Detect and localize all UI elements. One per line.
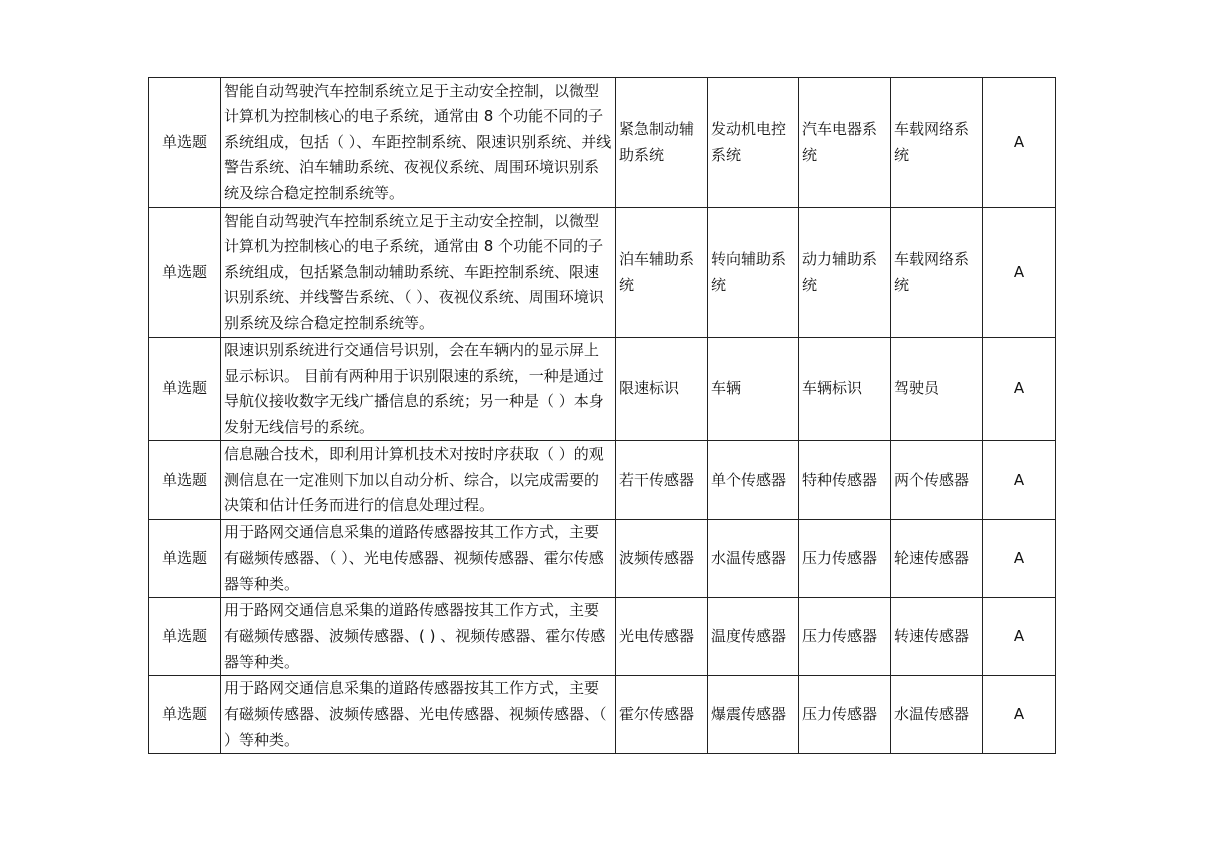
option-c-cell: 动力辅助系统 (799, 208, 891, 338)
answer-cell: A (983, 208, 1056, 338)
answer-cell: A (983, 520, 1056, 598)
question-text-cell: 用于路网交通信息采集的道路传感器按其工作方式，主要有磁频传感器、（ ）、光电传感器、视频传感器、霍尔传感器等种类。 (221, 520, 616, 598)
option-c-cell: 车辆标识 (799, 338, 891, 441)
option-c-cell: 汽车电器系统 (799, 78, 891, 208)
option-d-cell: 车载网络系统 (891, 78, 983, 208)
question-type-cell: 单选题 (149, 441, 221, 520)
table-row (149, 441, 1056, 520)
question-text-cell: 用于路网交通信息采集的道路传感器按其工作方式，主要有磁频传感器、波频传感器、( ) 、视频传感器、霍尔传感器等种类。 (221, 598, 616, 676)
option-c-cell: 压力传感器 (799, 520, 891, 598)
option-b-cell: 水温传感器 (708, 520, 799, 598)
question-text-cell: 智能自动驾驶汽车控制系统立足于主动安全控制，以微型计算机为控制核心的电子系统，通常由 8 个功能不同的子系统组成，包括紧急制动辅助系统、车距控制系统、限速识别系统、并线警告系统、（ ）、夜视仪系统、周围环境识别系统及综合稳定控制系统等。 (221, 208, 616, 338)
option-b-cell: 发动机电控系统 (708, 78, 799, 208)
option-b-cell: 车辆 (708, 338, 799, 441)
option-a-cell: 波频传感器 (616, 520, 708, 598)
question-text-cell: 信息融合技术，即利用计算机技术对按时序获取（ ）的观测信息在一定准则下加以自动分析、综合，以完成需要的决策和估计任务而进行的信息处理过程。 (221, 441, 616, 520)
option-b-cell: 转向辅助系统 (708, 208, 799, 338)
table-row (149, 78, 1056, 208)
option-d-cell: 驾驶员 (891, 338, 983, 441)
question-type-cell: 单选题 (149, 598, 221, 676)
question-type-cell: 单选题 (149, 520, 221, 598)
question-text-cell: 限速识别系统进行交通信号识别，会在车辆内的显示屏上显示标识。 目前有两种用于识别限速的系统，一种是通过导航仪接收数字无线广播信息的系统；另一种是（ ）本身发射无线信号的系统。 (221, 338, 616, 441)
table-row (149, 208, 1056, 338)
question-table (148, 77, 1056, 754)
option-d-cell: 转速传感器 (891, 598, 983, 676)
option-b-cell: 温度传感器 (708, 598, 799, 676)
table-row (149, 598, 1056, 676)
answer-cell: A (983, 78, 1056, 208)
option-a-cell: 若干传感器 (616, 441, 708, 520)
question-type-cell: 单选题 (149, 676, 221, 754)
table-row (149, 338, 1056, 441)
option-a-cell: 光电传感器 (616, 598, 708, 676)
option-d-cell: 车载网络系统 (891, 208, 983, 338)
answer-cell: A (983, 338, 1056, 441)
option-a-cell: 霍尔传感器 (616, 676, 708, 754)
option-d-cell: 水温传感器 (891, 676, 983, 754)
question-table-body (149, 78, 1056, 754)
table-row (149, 520, 1056, 598)
option-a-cell: 泊车辅助系统 (616, 208, 708, 338)
option-c-cell: 压力传感器 (799, 676, 891, 754)
question-text-cell: 用于路网交通信息采集的道路传感器按其工作方式，主要有磁频传感器、波频传感器、光电传感器、视频传感器、（ ）等种类。 (221, 676, 616, 754)
option-b-cell: 单个传感器 (708, 441, 799, 520)
option-c-cell: 特种传感器 (799, 441, 891, 520)
option-b-cell: 爆震传感器 (708, 676, 799, 754)
question-text-cell: 智能自动驾驶汽车控制系统立足于主动安全控制，以微型计算机为控制核心的电子系统，通常由 8 个功能不同的子系统组成，包括（ ）、车距控制系统、限速识别系统、并线警告系统、泊车辅助系统、夜视仪系统、周围环境识别系统及综合稳定控制系统等。 (221, 78, 616, 208)
answer-cell: A (983, 441, 1056, 520)
question-type-cell: 单选题 (149, 208, 221, 338)
answer-cell: A (983, 676, 1056, 754)
question-type-cell: 单选题 (149, 338, 221, 441)
option-d-cell: 两个传感器 (891, 441, 983, 520)
question-type-cell: 单选题 (149, 78, 221, 208)
answer-cell: A (983, 598, 1056, 676)
option-a-cell: 紧急制动辅助系统 (616, 78, 708, 208)
option-d-cell: 轮速传感器 (891, 520, 983, 598)
option-c-cell: 压力传感器 (799, 598, 891, 676)
table-row (149, 676, 1056, 754)
option-a-cell: 限速标识 (616, 338, 708, 441)
